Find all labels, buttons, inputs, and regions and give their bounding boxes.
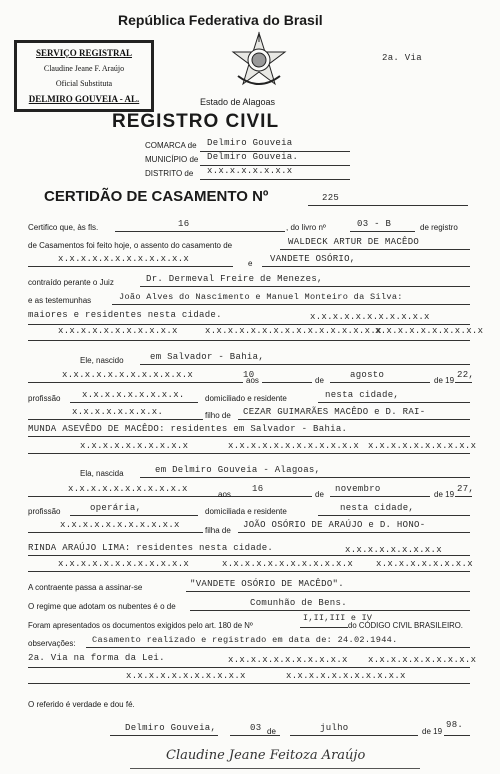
bride-day-label: aos [218, 490, 231, 499]
bride-fill-c1: x.x.x.x.x.x.x.x.x.x.x.x [58, 559, 190, 569]
handwritten-signature: Claudine Jeane Feitoza Araújo [166, 748, 366, 763]
groom-fill-c1: x.x.x.x.x.x.x.x.x.x [80, 441, 189, 451]
bride-profession: operária, [90, 503, 142, 513]
observations-fill-2: x.x.x.x.x.x.x.x.x.x [368, 655, 477, 665]
observations-label: observações: [28, 639, 76, 648]
groom-name: WALDECK ARTUR DE MACÊDO [288, 237, 420, 247]
groom-year: 22, [457, 370, 475, 380]
comarca-value: Delmiro Gouveia [207, 138, 293, 148]
signing-day: 03 [250, 723, 262, 733]
civil-code-label: do CÓDIGO CIVIL BRASILEIRO. [348, 621, 463, 630]
observations-fill-4: x.x.x.x.x.x.x.x.x.x.x [286, 671, 406, 681]
groom-fill-a: x.x.x.x.x.x.x.x.x.x.x.x [62, 370, 194, 380]
bride-year-label: de 19 [434, 490, 455, 499]
bride-name: VANDETE OSÓRIO, [270, 254, 356, 264]
groom-day: 10 [243, 370, 255, 380]
testemunhas-value: João Alves do Nascimento e Manuel Monteiro da Silva: [119, 292, 403, 302]
testemunhas-value-2: maiores e residentes nesta cidade. [28, 310, 222, 320]
regime-label: O regime que adotam os nubentes é o de [28, 602, 176, 611]
livro-value: 03 - B [357, 219, 392, 229]
observations-value-2: 2a. Via na forma da Lei. [28, 653, 165, 663]
bride-profession-label: profissão [28, 507, 61, 516]
bride-fill-b: x.x.x.x.x.x.x.x.x.x.x [60, 520, 180, 530]
registry-stamp [14, 40, 154, 112]
stamp-title: SERVIÇO REGISTRAL [36, 48, 132, 58]
groom-parents-2: MUNDA ASEVÊDO DE MACÊDO: residentes em Salvador - Bahia. [28, 424, 348, 434]
signature-name-label: A contraente passa a assinar-se [28, 583, 143, 592]
regime-value: Comunhão de Bens. [250, 598, 347, 608]
distrito-value: x.x.x.x.x.x.x.x [207, 166, 293, 176]
state-heading: Estado de Alagoas [200, 97, 276, 107]
groom-residence: nesta cidade, [325, 390, 400, 400]
signing-year: 98. [446, 720, 464, 730]
signing-day-label: de [267, 727, 276, 736]
groom-profession: x.x.x.x.x.x.x.x.x. [82, 390, 185, 400]
casamentos-label: de Casamentos foi feito hoje, o assento do casamento de [28, 241, 233, 250]
coat-of-arms-icon [228, 30, 290, 92]
registry-heading: REGISTRO CIVIL [112, 111, 280, 132]
observations-value: Casamento realizado e registrado em data de: 24.02.1944. [92, 635, 398, 645]
municipio-label: MUNICÍPIO de [145, 155, 199, 164]
bride-year: 27, [457, 484, 475, 494]
bride-parents-2: RINDA ARAÚJO LIMA: residentes nesta cidade. [28, 543, 274, 553]
body-fill-c2: x.x.x.x.x.x.x.x.x.x.x.x.x.x.x.x [205, 326, 382, 336]
stamp-name: Claudine Jeane F. Araújo [43, 64, 125, 73]
groom-day-label: aos [246, 376, 259, 385]
bride-birthplace: em Delmiro Gouveia - Alagoas, [155, 465, 321, 475]
registro-label: de registro [420, 223, 458, 232]
certificate-number: 225 [322, 193, 340, 203]
bride-fill-c3: x.x.x.x.x.x.x.x.x [376, 559, 473, 569]
truth-statement: O referido é verdade e dou fé. [28, 700, 135, 709]
body-fill-b: x.x.x.x.x.x.x.x.x.x.x [310, 312, 430, 322]
bride-born-label: Ela, nascida [80, 469, 124, 478]
livro-label: , do livro nº [286, 223, 326, 232]
body-fill-c1: x.x.x.x.x.x.x.x.x.x.x [58, 326, 178, 336]
bride-fill-c2: x.x.x.x.x.x.x.x.x.x.x.x [222, 559, 354, 569]
documents-value: I,II,III e IV [303, 613, 373, 623]
groom-year-label: de 19 [434, 376, 455, 385]
groom-fill-c2: x.x.x.x.x.x.x.x.x.x.x.x [228, 441, 360, 451]
republic-heading: República Federativa do Brasil [118, 12, 323, 28]
and-label: e [248, 259, 253, 268]
certifico-label: Certifico que, às fls. [28, 223, 99, 232]
groom-month-label: de [315, 376, 324, 385]
distrito-label: DISTRITO de [145, 169, 194, 178]
groom-fill-b: x.x.x.x.x.x.x.x. [72, 407, 164, 417]
body-fill-c3: x.x.x.x.x.x.x.x.x.x [375, 326, 484, 336]
fls-value: 16 [178, 219, 190, 229]
certificate-title: CERTIDÃO DE CASAMENTO Nº [44, 188, 269, 205]
juiz-label: contraído perante o Juiz [28, 278, 114, 287]
stamp-place: DELMIRO GOUVEIA - AL. [28, 94, 140, 104]
stamp-role: Oficial Substituta [55, 79, 113, 88]
groom-domicile-label: domiciliado e residente [205, 394, 287, 403]
groom-fill-c3: x.x.x.x.x.x.x.x.x.x [368, 441, 477, 451]
body-fill-a: x.x.x.x.x.x.x.x.x.x.x.x [58, 254, 190, 264]
bride-month-label: de [315, 490, 324, 499]
bride-fill-a: x.x.x.x.x.x.x.x.x.x.x [68, 484, 188, 494]
comarca-label: COMARCA de [145, 141, 197, 150]
bride-month: novembro [335, 484, 381, 494]
groom-birthplace: em Salvador - Bahia, [150, 352, 265, 362]
via-mark: 2a. Via [382, 53, 422, 63]
bride-residence: nesta cidade, [340, 503, 415, 513]
municipio-value: Delmiro Gouveia. [207, 152, 299, 162]
groom-filho-label: filho de [205, 411, 231, 420]
bride-day: 16 [252, 484, 264, 494]
groom-born-label: Ele, nascido [80, 356, 124, 365]
signing-year-label: de 19 [422, 727, 443, 736]
observations-fill-1: x.x.x.x.x.x.x.x.x.x.x [228, 655, 348, 665]
documents-label: Foram apresentados os documentos exigidos pelo art. 180 de Nº [28, 621, 253, 630]
groom-profession-label: profissão [28, 394, 61, 403]
juiz-name: Dr. Dermeval Freire de Menezes, [146, 274, 323, 284]
bride-parents: JOÃO OSÓRIO DE ARAÚJO e D. HONO- [243, 520, 426, 530]
bride-filha-label: filha de [205, 526, 231, 535]
groom-month: agosto [350, 370, 385, 380]
bride-fill-c0: x.x.x.x.x.x.x.x.x [345, 545, 442, 555]
groom-parents: CEZAR GUIMARÃES MACÊDO e D. RAI- [243, 407, 426, 417]
signing-place: Delmiro Gouveia, [125, 723, 217, 733]
signature-name: "VANDETE OSÓRIO DE MACÊDO". [190, 579, 344, 589]
signing-month: julho [320, 723, 349, 733]
observations-fill-3: x.x.x.x.x.x.x.x.x.x.x [126, 671, 246, 681]
testemunhas-label: e as testemunhas [28, 296, 92, 305]
bride-domicile-label: domiciliada e residente [205, 507, 287, 516]
